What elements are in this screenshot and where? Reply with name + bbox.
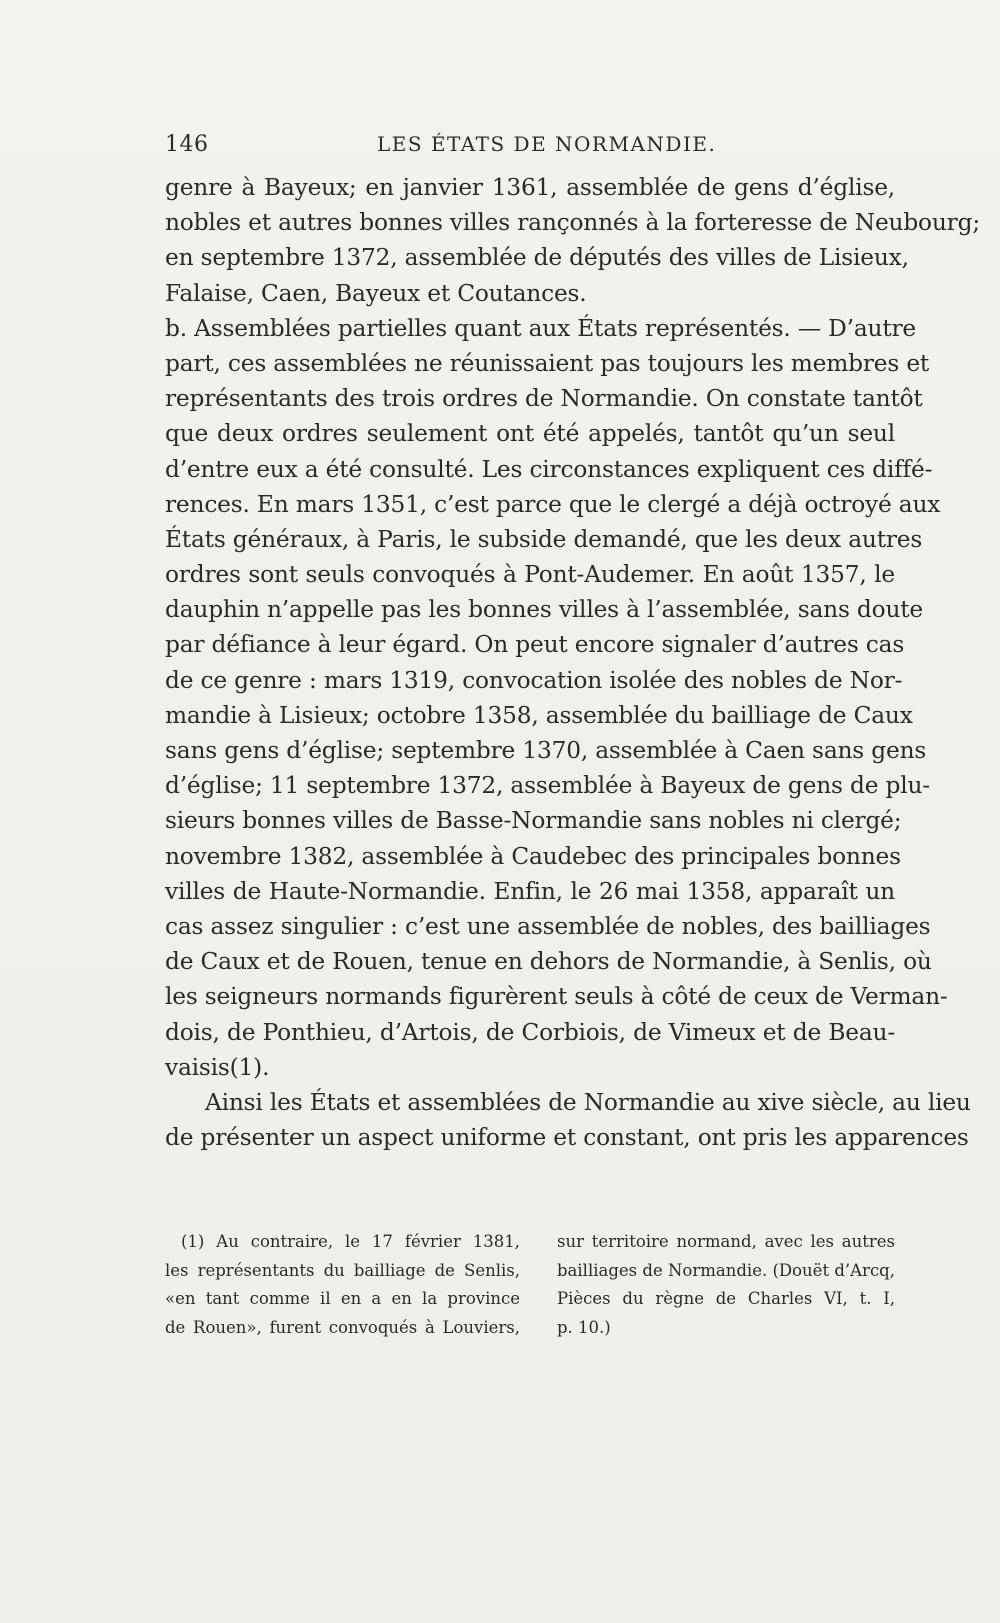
footnote-line: Pièces du règne de Charles VI, t. I, <box>557 1289 895 1308</box>
text-line: nobles et autres bonnes villes rançonnés à la forteresse de Neubourg; <box>165 209 980 237</box>
page-number: 146 <box>165 132 209 157</box>
text-line: par défiance à leur égard. On peut encore signaler d’autres cas <box>165 631 905 659</box>
text-line: Falaise, Caen, Bayeux et Coutances. <box>165 279 587 307</box>
main-text <box>165 170 980 1155</box>
text-line: d’église; 11 septembre 1372, assemblée à Bayeux de gens de plu- <box>165 772 930 800</box>
footnote-line: sur territoire normand, avec les autres <box>557 1232 895 1251</box>
footnote-line: «en tant comme il en a en la province <box>165 1289 520 1308</box>
text-line: novembre 1382, assemblée à Caudebec des principales bonnes <box>165 842 901 870</box>
footnote-column-right <box>557 1228 895 1342</box>
paragraph-start-line: Ainsi les États et assemblées de Normandie au xive siècle, au lieu <box>205 1088 971 1116</box>
text-line: en septembre 1372, assemblée de députés des villes de Lisieux, <box>165 244 909 272</box>
text-line: d’entre eux a été consulté. Les circonstances expliquent ces diffé- <box>165 455 933 483</box>
text-line: rences. En mars 1351, c’est parce que le clergé a déjà octroyé aux <box>165 490 941 518</box>
text-line: représentants des trois ordres de Normandie. On constate tantôt <box>165 385 923 413</box>
text-line: dauphin n’appelle pas les bonnes villes à l’assemblée, sans doute <box>165 596 923 624</box>
text-line: vaisis(1). <box>165 1053 270 1081</box>
text-line: sans gens d’église; septembre 1370, assemblée à Caen sans gens <box>165 737 927 764</box>
text-line: sieurs bonnes villes de Basse-Normandie sans nobles ni clergé; <box>165 807 902 835</box>
text-line: de présenter un aspect uniforme et constant, ont pris les apparences <box>165 1124 969 1152</box>
footnote-line: de Rouen», furent convoqués à Louviers, <box>165 1317 520 1337</box>
footnote-column-left <box>165 1228 520 1342</box>
footnote-line: bailliages de Normandie. (Douët d’Arcq, <box>557 1260 895 1280</box>
text-line: villes de Haute-Normandie. Enfin, le 26 mai 1358, apparaît un <box>165 877 895 905</box>
page-header <box>165 132 895 166</box>
text-line: ordres sont seuls convoqués à Pont-Audemer. En août 1357, le <box>165 561 895 589</box>
text-line: part, ces assemblées ne réunissaient pas toujours les membres et <box>165 349 930 377</box>
running-title: LES ÉTATS DE NORMANDIE. <box>377 132 717 156</box>
text-line: les seigneurs normands figurèrent seuls à côté de ceux de Verman- <box>165 983 948 1011</box>
text-line: de ce genre : mars 1319, convocation isolée des nobles de Nor- <box>165 666 903 694</box>
footnote-line: p. 10.) <box>557 1317 611 1337</box>
subsection-heading-line: b. Assemblées partielles quant aux États représentés. — D’autre <box>165 314 917 342</box>
footnote-line: (1) Au contraire, le 17 février 1381, <box>181 1232 520 1251</box>
text-line: que deux ordres seulement ont été appelés, tantôt qu’un seul <box>165 420 895 448</box>
text-line: cas assez singulier : c’est une assemblée de nobles, des bailliages <box>165 912 931 940</box>
text-line: États généraux, à Paris, le subside demandé, que les deux autres <box>165 525 923 553</box>
text-line: de Caux et de Rouen, tenue en dehors de Normandie, à Senlis, où <box>165 948 932 976</box>
text-line: dois, de Ponthieu, d’Artois, de Corbiois, de Vimeux et de Beau- <box>165 1018 895 1046</box>
text-line: mandie à Lisieux; octobre 1358, assemblée du bailliage de Caux <box>165 701 913 729</box>
text-line: genre à Bayeux; en janvier 1361, assemblée de gens d’église, <box>165 174 895 201</box>
footnote-line: les représentants du bailliage de Senlis, <box>165 1260 520 1280</box>
